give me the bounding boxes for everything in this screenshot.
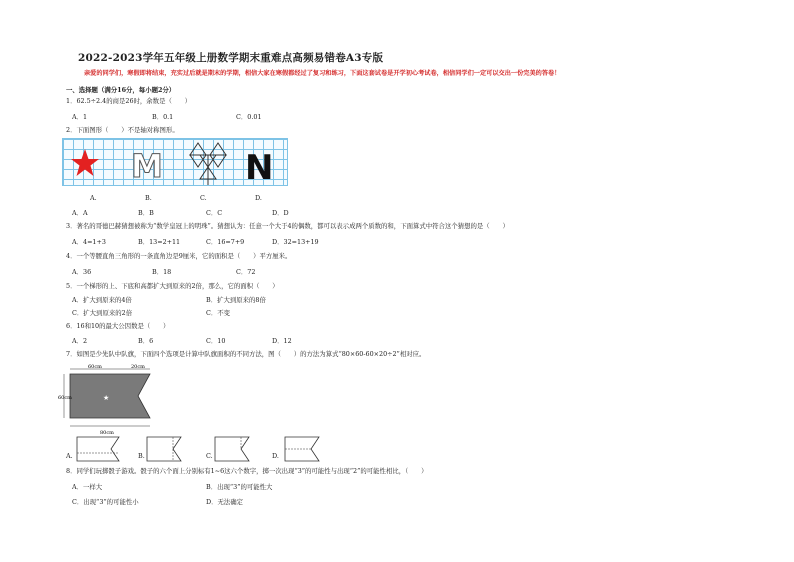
- q5-stem: 5．一个梯形的上、下底和高都扩大到原来的2倍，那么，它的面积（ ）: [66, 282, 279, 290]
- dim-top-20: 20cm: [131, 364, 145, 370]
- dim-bottom-80: 80cm: [100, 430, 114, 436]
- notice-text: 亲爱的同学们，寒假即将结束，充实过后就是期末的学期，相信大家在寒假都经过了复习和练习，下面这套试卷是开学初心考试卷，相信同学们一定可以交出一份完美的答卷！: [84, 70, 561, 77]
- letter-n: N: [245, 148, 274, 187]
- flag-shape: [70, 374, 150, 418]
- figure-label-a: A.: [90, 194, 97, 202]
- q6-option-c[interactable]: C．10: [206, 337, 226, 345]
- q3-option-b[interactable]: B．13=2+11: [138, 238, 181, 246]
- q2-option-d[interactable]: D．D: [272, 209, 289, 217]
- q4-option-a[interactable]: A．36: [72, 268, 92, 276]
- q4-option-c[interactable]: C．72: [236, 268, 256, 276]
- q7-option-a-figure: [76, 436, 120, 462]
- q8-option-b[interactable]: B．出现“3”的可能性大: [206, 483, 273, 491]
- figure-label-c: C.: [200, 194, 207, 202]
- q1-option-c[interactable]: C．0.01: [236, 113, 262, 121]
- q7-option-c-figure: [214, 436, 250, 462]
- dim-left-60: 60cm: [58, 395, 72, 401]
- triangles-shape: [190, 143, 226, 185]
- q3-stem: 3．著名的哥德巴赫猜想被称为“数学皇冠上的明珠”。猜想认为：任意一个大于4的偶数，都可以表示成两个质数的和，下面算式中符合这个猜想的是（ ）: [66, 222, 509, 230]
- q8-option-a[interactable]: A．一样大: [72, 483, 103, 491]
- q4-option-b[interactable]: B．18: [152, 268, 172, 276]
- flag-figure: [58, 364, 168, 438]
- q8-option-c[interactable]: C．出现“3”的可能性小: [72, 498, 139, 506]
- flag-star: ★: [103, 394, 110, 402]
- figure-label-b: B.: [145, 194, 152, 202]
- q7-option-a[interactable]: A.: [66, 452, 73, 460]
- q1-stem: 1．62.5÷2.4的商是26时，余数是（ ）: [66, 97, 192, 105]
- q6-option-a[interactable]: A．2: [72, 337, 88, 345]
- q8-option-d[interactable]: D．无法确定: [206, 498, 244, 506]
- symmetry-figure-grid: [62, 138, 288, 186]
- q2-option-b[interactable]: B．B: [138, 209, 154, 217]
- q2-stem: 2．下面图形（ ）不是轴对称图形。: [66, 126, 179, 134]
- section-heading: 一、选择题（满分16分，每小题2分）: [66, 86, 176, 94]
- q5-option-c[interactable]: C．扩大到原来的2倍: [72, 309, 133, 317]
- exam-title: 2022-2023学年五年级上册数学期末重难点高频易错卷A3专版: [78, 52, 384, 64]
- q5-option-a[interactable]: A．扩大到原来的4倍: [72, 296, 132, 304]
- q3-option-a[interactable]: A．4=1+3: [72, 238, 106, 246]
- q7-option-b[interactable]: B.: [138, 452, 145, 460]
- q7-option-d[interactable]: D.: [272, 452, 279, 460]
- q8-stem: 8．同学们玩掷骰子游戏。骰子的六个面上分别标有1~6这六个数字，掷一次出现“3”的可能性与出现“2”的可能性相比，（ ）: [66, 467, 428, 475]
- star-shape: [71, 149, 99, 176]
- q6-option-d[interactable]: D．12: [272, 337, 292, 345]
- q1-option-b[interactable]: B．0.1: [152, 113, 174, 121]
- q7-option-d-figure: [284, 436, 320, 462]
- q3-option-c[interactable]: C．16=7+9: [206, 238, 245, 246]
- q4-stem: 4．一个等腰直角三角形的一条直角边是9厘米，它的面积是（ ）平方厘米。: [66, 252, 292, 260]
- q2-option-a[interactable]: A．A: [72, 209, 88, 217]
- q2-option-c[interactable]: C．C: [206, 209, 223, 217]
- q6-stem: 6．16和10的最大公因数是（ ）: [66, 322, 170, 330]
- symmetry-figures: [63, 139, 289, 187]
- dim-top-60: 60cm: [88, 364, 102, 370]
- q3-option-d[interactable]: D．32=13+19: [272, 238, 319, 246]
- q5-option-b[interactable]: B．扩大到原来的8倍: [206, 296, 266, 304]
- figure-label-d: D.: [255, 194, 262, 202]
- q7-option-b-figure: [146, 436, 182, 462]
- q6-option-b[interactable]: B．6: [138, 337, 154, 345]
- q1-option-a[interactable]: A．1: [72, 113, 88, 121]
- letter-m: M: [131, 147, 163, 185]
- q7-stem: 7．如图是少先队中队旗，下面四个选项是计算中队旗面积的不同方法，图（ ）的方法为算式“80×60-60×20÷2”相对应。: [66, 350, 426, 358]
- q5-option-d[interactable]: C．不变: [206, 309, 231, 317]
- q7-option-c[interactable]: C.: [206, 452, 213, 460]
